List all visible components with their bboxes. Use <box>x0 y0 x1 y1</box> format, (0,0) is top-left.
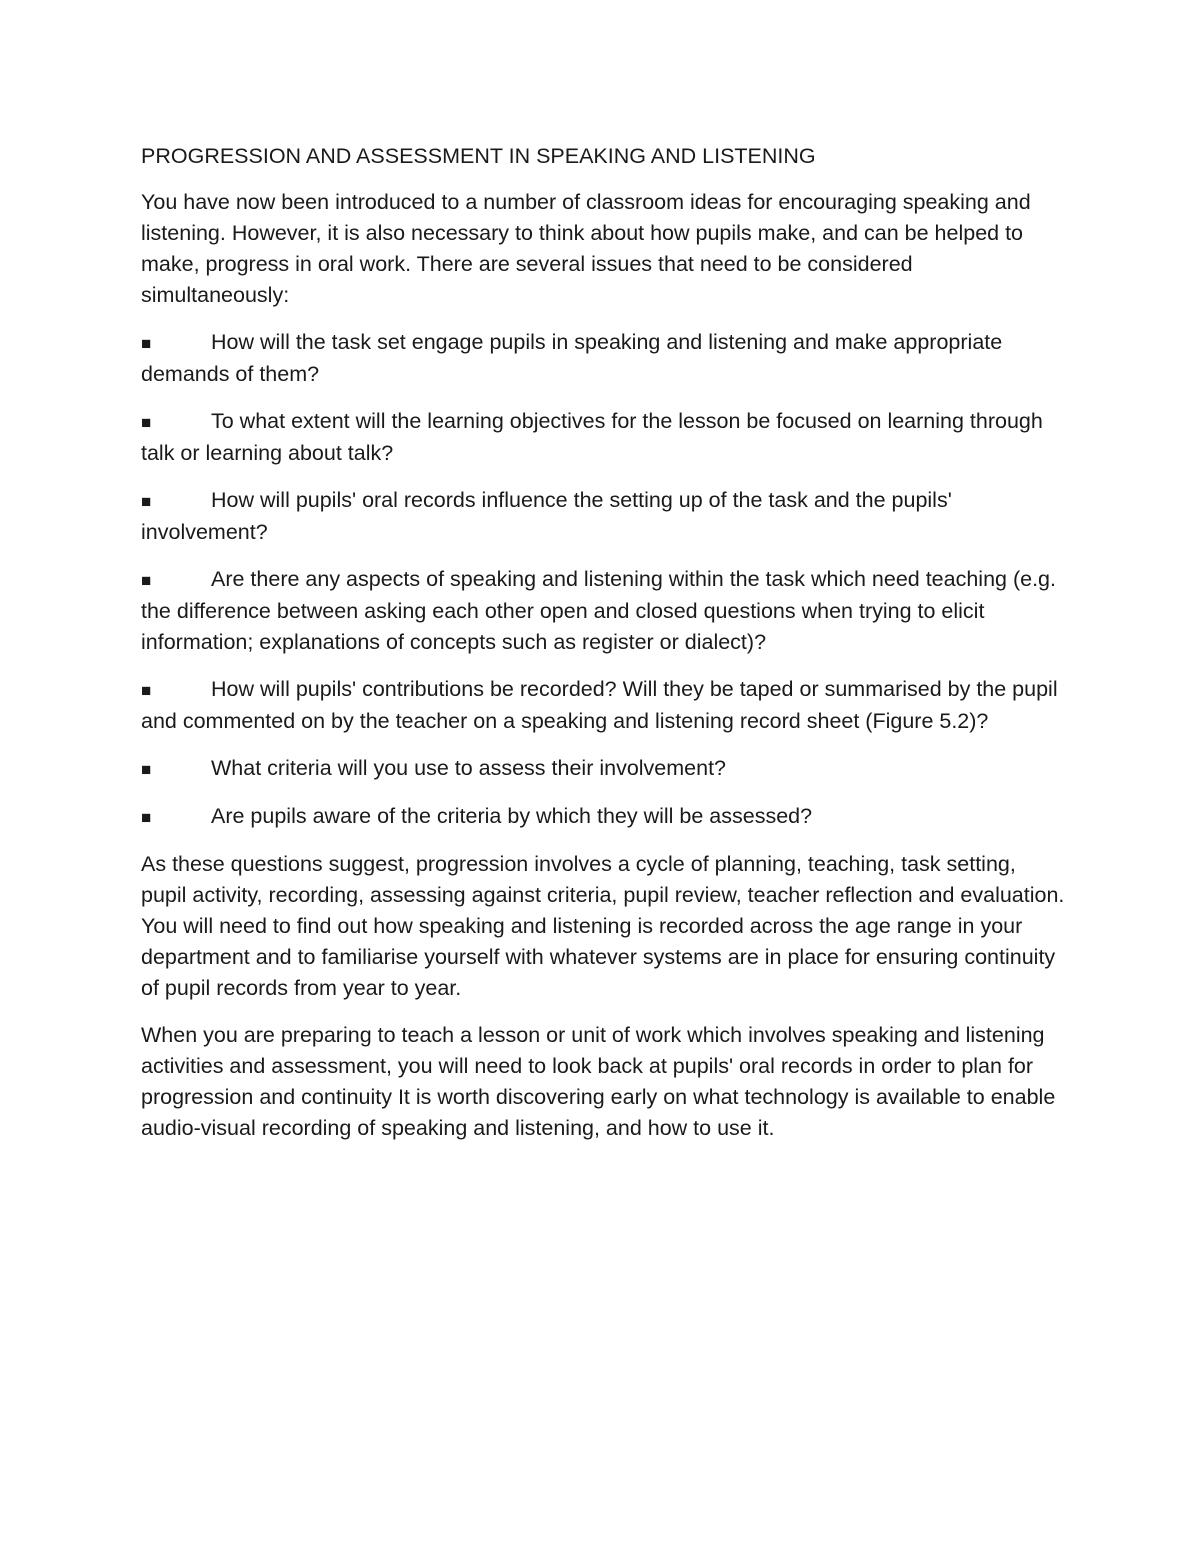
document-title: PROGRESSION AND ASSESSMENT IN SPEAKING AND LISTENING <box>141 144 816 168</box>
list-item <box>141 327 1066 390</box>
square-bullet-icon: ■ <box>141 492 152 511</box>
list-item-text: What criteria will you use to assess their involvement? <box>211 756 727 780</box>
progression-paragraph: As these questions suggest, progression involves a cycle of planning, teaching, task setting, pupil activity, recording, assessing against criteria, pupil review, teacher reflection and evaluation. You will need to find out how speaking and listening is recorded across the age range in your department and to familiarise yourself with whatever systems are in place for ensuring continuity of pupil records from year to year. <box>141 852 1065 1000</box>
square-bullet-icon: ■ <box>141 808 152 827</box>
square-bullet-icon: ■ <box>141 571 152 590</box>
square-bullet-icon: ■ <box>141 413 152 432</box>
list-item-text: How will pupils' oral records influence the setting up of the task and the pupils' involvement? <box>141 488 952 544</box>
square-bullet-icon: ■ <box>141 681 152 700</box>
intro-paragraph: You have now been introduced to a number of classroom ideas for encouraging speaking and listening. However, it is also necessary to think about how pupils make, and can be helped to make, progress in oral work. There are several issues that need to be considered simultaneously: <box>141 190 1031 307</box>
list-item <box>141 801 1066 833</box>
list-item <box>141 485 1066 548</box>
list-item <box>141 674 1066 737</box>
list-item-text: Are pupils aware of the criteria by which they will be assessed? <box>211 804 813 828</box>
square-bullet-icon: ■ <box>141 334 152 353</box>
list-item <box>141 564 1066 658</box>
list-item-text: How will the task set engage pupils in speaking and listening and make appropriate demands of them? <box>141 330 1003 386</box>
list-item-text: To what extent will the learning objectives for the lesson be focused on learning through talk or learning about talk? <box>141 409 1043 465</box>
list-item-text: How will pupils' contributions be recorded? Will they be taped or summarised by the pupil and commented on by the teacher on a speaking and listening record sheet (Figure 5.2)? <box>141 677 1058 733</box>
square-bullet-icon: ■ <box>141 760 152 779</box>
document-page <box>141 141 1066 1160</box>
list-item <box>141 406 1066 469</box>
list-item <box>141 753 1066 785</box>
issues-list <box>141 327 1066 833</box>
list-item-text: Are there any aspects of speaking and listening within the task which need teaching (e.g. the difference between asking each other open and closed questions when trying to elicit information; explanations of concepts such as register or dialect)? <box>141 567 1056 654</box>
preparation-paragraph: When you are preparing to teach a lesson or unit of work which involves speaking and listening activities and assessment, you will need to look back at pupils' oral records in order to plan for progression and continuity It is worth discovering early on what technology is available to enable audio-visual recording of speaking and listening, and how to use it. <box>141 1023 1056 1140</box>
